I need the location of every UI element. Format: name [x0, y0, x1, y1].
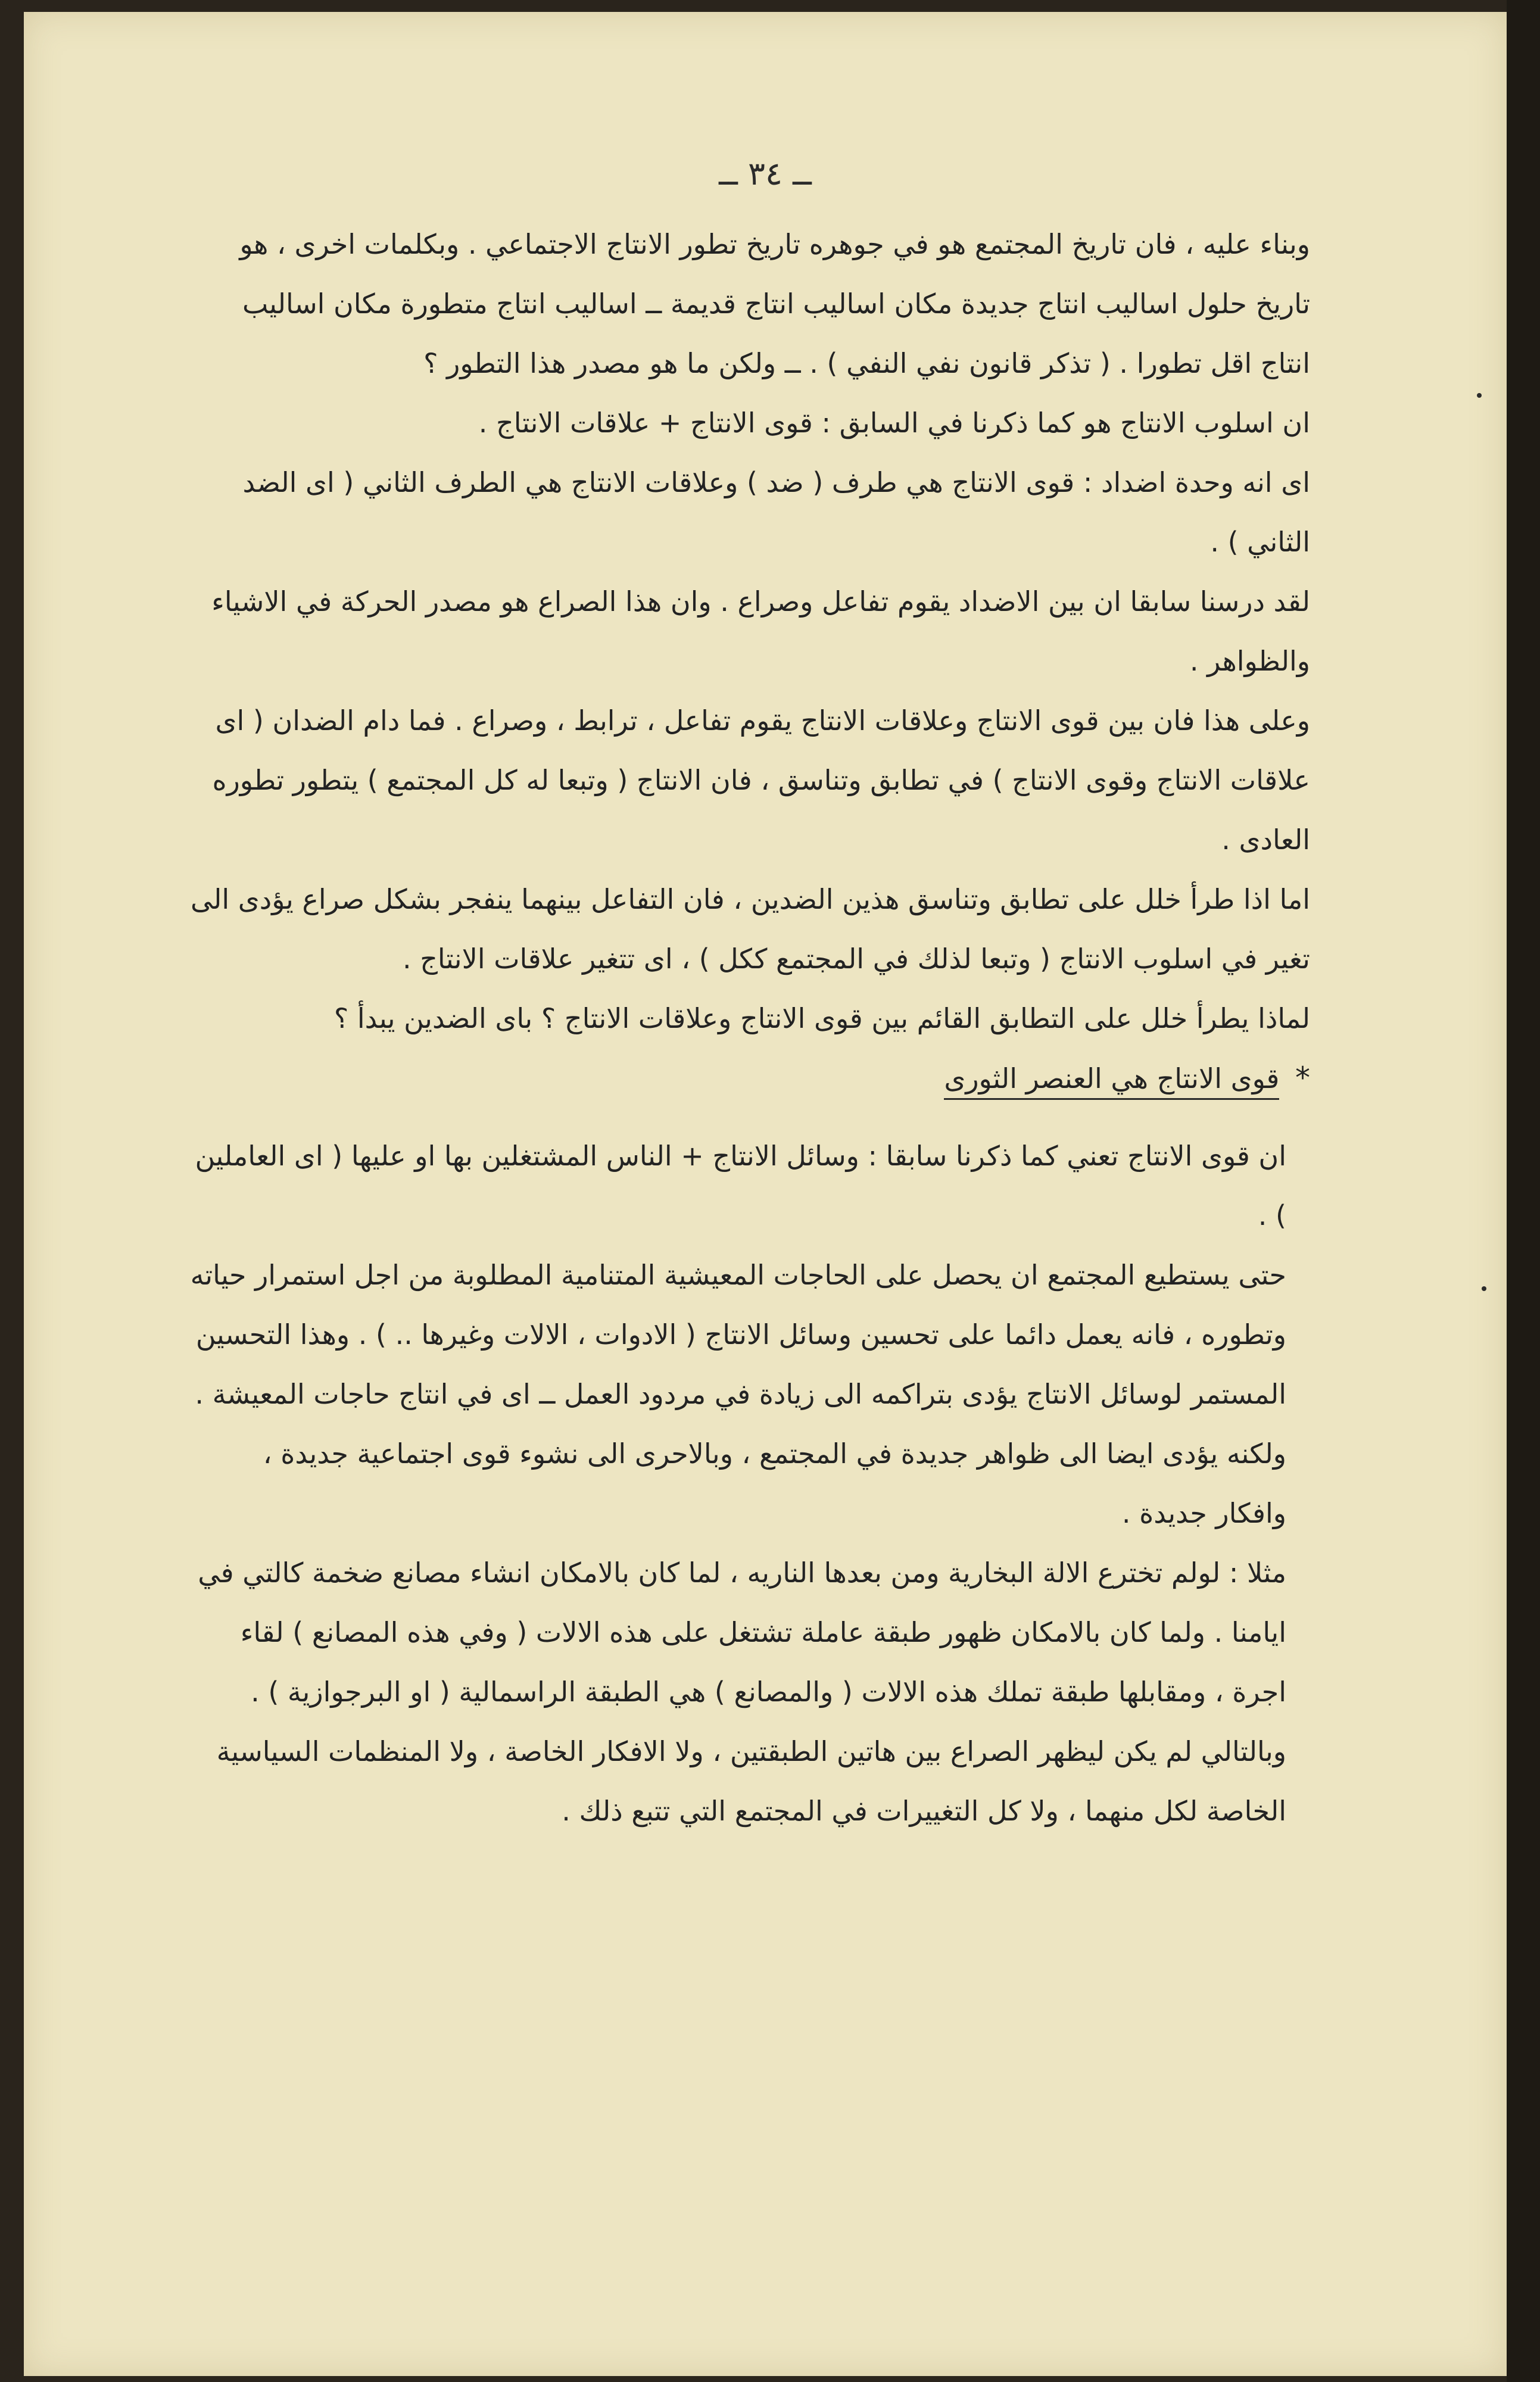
scan-background-right [1507, 0, 1540, 2382]
scan-background-left [0, 0, 24, 2382]
page-number: ــ ٣٤ ــ [719, 155, 812, 192]
paragraph-4: لقد درسنا سابقا ان بين الاضداد يقوم تفاعل وصراع . وان هذا الصراع هو مصدر الحركة في الاشياء والظواهر . [211, 585, 1310, 677]
paragraph-6: اما اذا طرأ خلل على تطابق وتناسق هذين الضدين ، فان التفاعل بينهما ينفجر بشكل صراع يؤدى الى تغير في اسلوب الانتاج ( وتبعا لذلك في المجتمع ككل ) ، اى تتغير علاقات الانتاج . [191, 883, 1310, 975]
margin-speck [1477, 393, 1482, 398]
section-heading [185, 1054, 1310, 1102]
paragraph-3: اى انه وحدة اضداد : قوى الانتاج هي طرف ( ضد ) وعلاقات الانتاج هي الطرف الثاني ( اى الضد الثاني ) . [242, 466, 1310, 558]
paragraph-9: حتى يستطيع المجتمع ان يحصل على الحاجات المعيشية المتنامية المطلوبة من اجل استمرار حياته وتطوره ، فانه يعمل دائما على تحسين وسائل الانتاج ( الادوات ، الالات وغيرها .. ) . وهذا التحسين المستمر لوسائل الانتاج يؤدى بتراكمه الى زيادة في مردود العمل ــ اى في انتاج حاجات المعيشة . ولكنه يؤدى ايضا الى ظواهر جديدة في المجتمع ، وبالاحرى الى نشوء قوى اجتماعية جديدة ، وافكار جديدة . [190, 1259, 1286, 1529]
heading-star: * [1295, 1061, 1310, 1095]
document-body [185, 214, 1310, 1841]
paragraph-7: لماذا يطرأ خلل على التطابق القائم بين قوى الانتاج وعلاقات الانتاج ؟ باى الضدين يبدأ ؟ [333, 1002, 1310, 1034]
paragraph-5: وعلى هذا فان بين قوى الانتاج وعلاقات الانتاج يقوم تفاعل ، ترابط ، وصراع . فما دام الضدان ( اى علاقات الانتاج وقوى الانتاج ) في تطابق وتناسق ، فان الانتاج ( وتبعا له كل المجتمع ) يتطور تطوره العادى . [212, 704, 1310, 856]
document-page [24, 12, 1507, 2376]
paragraph-8: ان قوى الانتاج تعني كما ذكرنا سابقا : وسائل الانتاج + الناس المشتغلين بها او عليها ( اى العاملين ) . [195, 1140, 1286, 1231]
margin-speck [1482, 1286, 1486, 1291]
heading-title: قوى الانتاج هي العنصر الثورى [944, 1062, 1279, 1100]
paragraph-10: مثلا : لولم تخترع الالة البخارية ومن بعدها الناريه ، لما كان بالامكان انشاء مصانع ضخمة كالتي في ايامنا . ولما كان بالامكان ظهور طبقة عاملة تشتغل على هذه الالات ( وفي هذه المصانع ) لقاء اجرة ، ومقابلها طبقة تملك هذه الالات ( والمصانع ) هي الطبقة الراسمالية ( او البرجوازية ) . وبالتالي لم يكن ليظهر الصراع بين هاتين الطبقتين ، ولا الافكار الخاصة ، ولا المنظمات السياسية الخاصة لكل منهما ، ولا كل التغييرات في المجتمع التي تتبع ذلك . [198, 1557, 1286, 1827]
paragraph-2: ان اسلوب الانتاج هو كما ذكرنا في السابق : قوى الانتاج + علاقات الانتاج . [478, 407, 1310, 439]
paragraph-1: وبناء عليه ، فان تاريخ المجتمع هو في جوهره تاريخ تطور الانتاج الاجتماعي . وبكلمات اخرى ، هو تاريخ حلول اساليب انتاج جديدة مكان اساليب انتاج قديمة ــ اساليب انتاج متطورة مكان اساليب انتاج اقل تطورا . ( تذكر قانون نفي النفي ) . ــ ولكن ما هو مصدر هذا التطور ؟ [239, 228, 1310, 379]
